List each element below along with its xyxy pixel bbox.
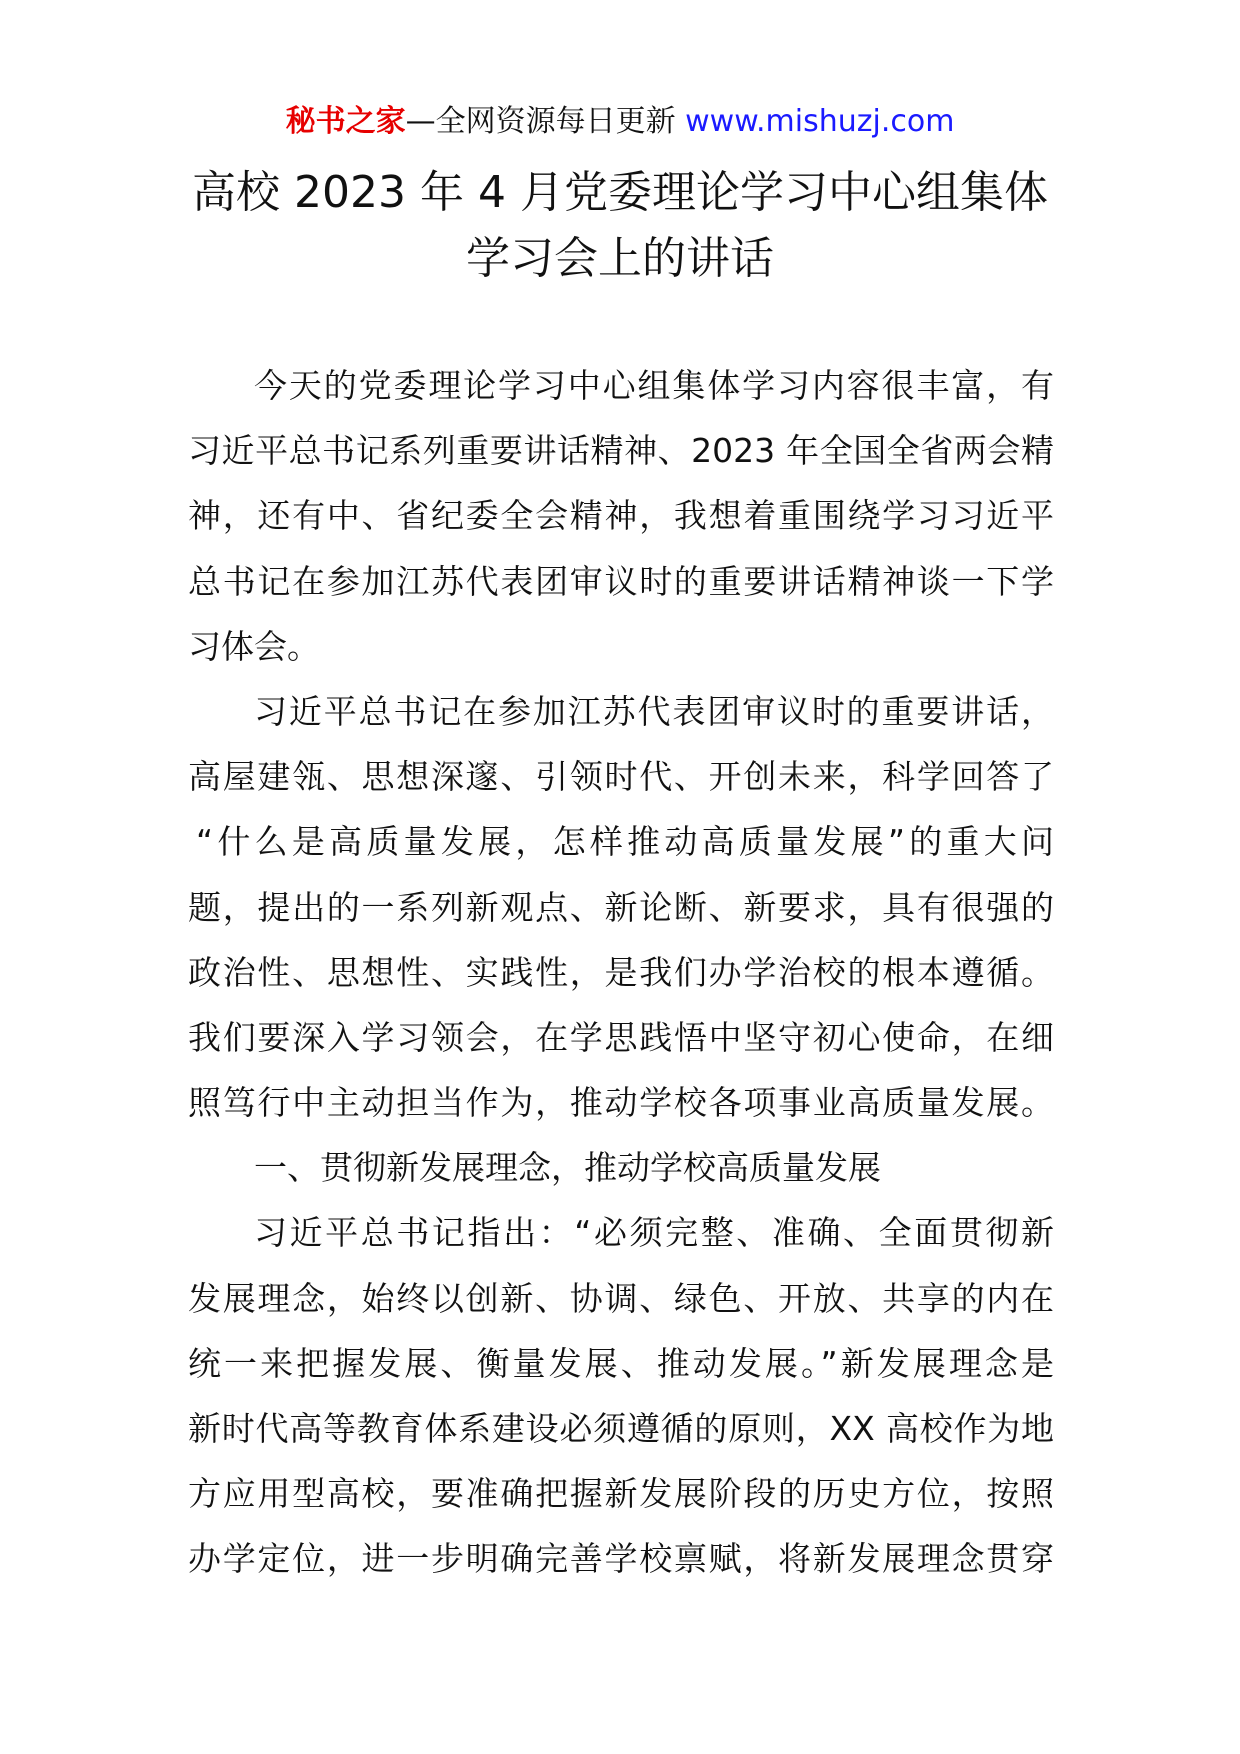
paragraph-line: “什么是高质量发展，怎样推动高质量发展”的重大问 <box>196 822 1054 862</box>
paragraph-line: 高屋建瓴、思想深邃、引领时代、开创未来，科学回答了 <box>188 757 1054 797</box>
paragraph-line: 神，还有中、省纪委全会精神，我想着重围绕学习习近平 <box>188 496 1054 536</box>
paragraph-line: 题，提出的一系列新观点、新论断、新要求，具有很强的 <box>188 887 1054 927</box>
paragraph-line: 习近平总书记在参加江苏代表团审议时的重要讲话， <box>254 691 1054 731</box>
paragraph-line: 统一来把握发展、衡量发展、推动发展。”新发展理念是 <box>188 1343 1054 1383</box>
header-slogan: —全网资源每日更新 <box>405 104 686 139</box>
title-line: 高校 2023 年 4 月党委理论学习中心组集体 <box>192 167 1048 218</box>
paragraph-line: 照笃行中主动担当作为，推动学校各项事业高质量发展。 <box>188 1083 1054 1123</box>
paragraph-line: 习近平总书记指出：“必须完整、准确、全面贯彻新 <box>254 1213 1054 1253</box>
document-title <box>150 160 1090 292</box>
website-link[interactable]: www.mishuzj.com <box>685 104 955 139</box>
paragraph-line: 新时代高等教育体系建设必须遵循的原则，XX 高校作为地 <box>188 1409 1054 1448</box>
brand-name: 秘书之家 <box>285 104 406 139</box>
paragraph-line: 方应用型高校，要准确把握新发展阶段的历史方位，按照 <box>188 1474 1054 1514</box>
paragraph-line: 发展理念，始终以创新、协调、绿色、开放、共享的内在 <box>188 1278 1054 1318</box>
paragraph-line: 我们要深入学习领会，在学思践悟中坚守初心使命，在细 <box>188 1017 1054 1057</box>
paragraph-line: 今天的党委理论学习中心组集体学习内容很丰富，有 <box>254 366 1054 405</box>
paragraph-line: 办学定位，进一步明确完善学校禀赋，将新发展理念贯穿 <box>188 1539 1054 1579</box>
section-heading: 一、贯彻新发展理念，推动学校高质量发展 <box>254 1148 881 1188</box>
title-line: 学习会上的讲话 <box>466 233 774 284</box>
paragraph-line: 习体会。 <box>188 626 320 666</box>
paragraph-line: 习近平总书记系列重要讲话精神、2023 年全国全省两会精 <box>188 431 1054 471</box>
paragraph-line: 总书记在参加江苏代表团审议时的重要讲话精神谈一下学 <box>188 561 1054 601</box>
page-header <box>0 100 1240 144</box>
document-body <box>188 353 1054 1592</box>
paragraph-line: 政治性、思想性、实践性，是我们办学治校的根本遵循。 <box>188 952 1054 992</box>
